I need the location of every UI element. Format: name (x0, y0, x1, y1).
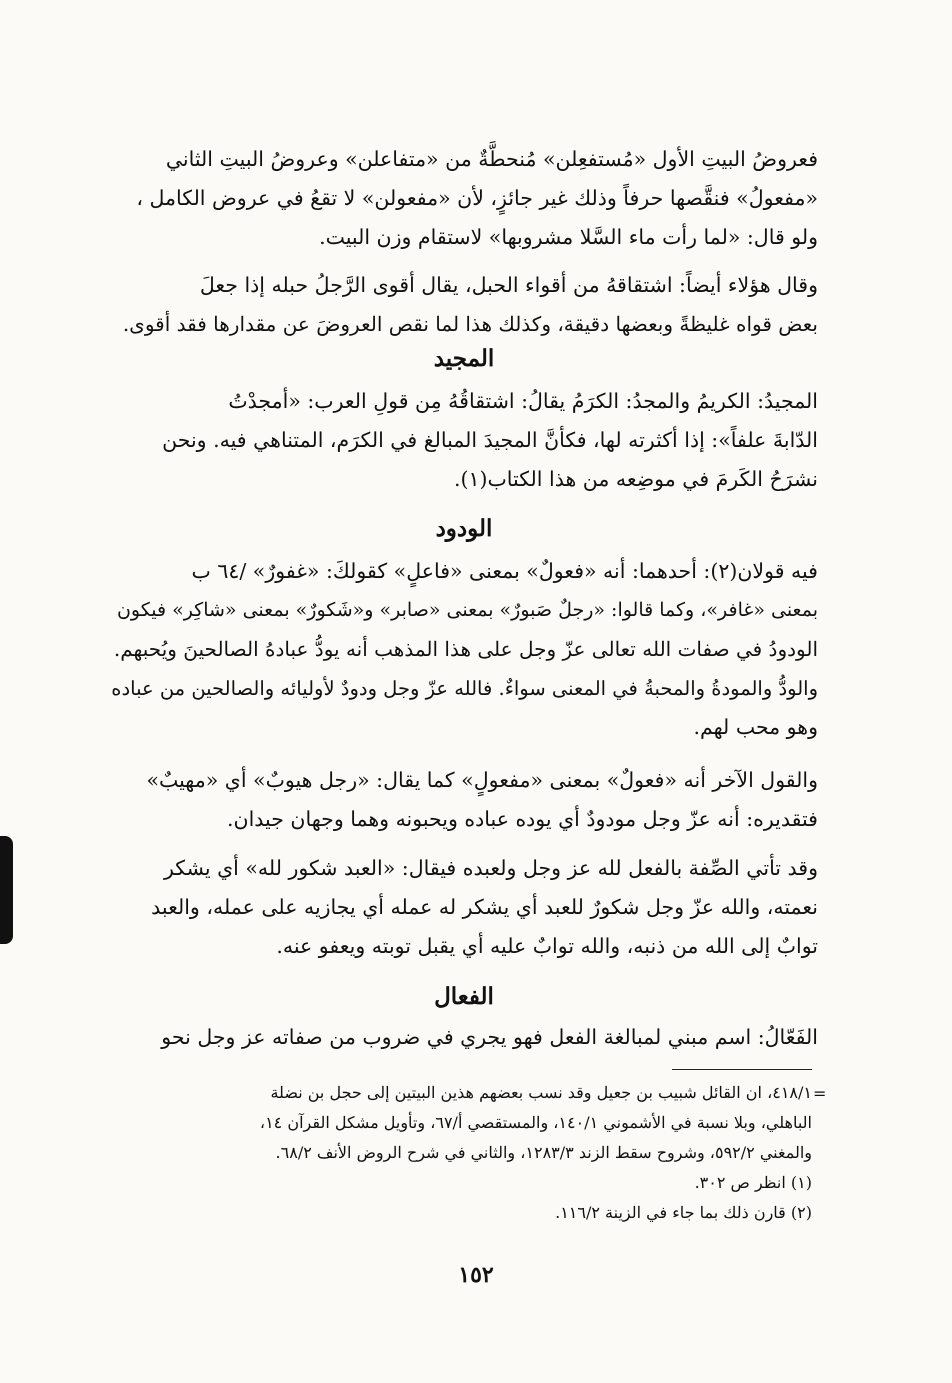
section-heading-faal: الفعال (434, 983, 494, 1010)
paragraph-wadud-second (110, 761, 818, 839)
text-line: فيه قولان(٢): أحدهما: أنه «فعولٌ» بمعنى «فاعلٍ» كقولكَ: «غفورٌ» /٦٤ ب (191, 559, 818, 583)
text-line: فتقديره: أنه عزّ وجل مودودٌ أي يوده عباده ويحبونه وهما وجهان جيدان. (227, 807, 818, 831)
footnote-item: (١) انظر ص ٣٠٢. (694, 1173, 812, 1192)
paragraph-iqwa (110, 266, 818, 344)
text-line: الدّابةَ علفاً»: إذا أكثرته لها، فكأنَّ المجيدَ المبالغ في الكرَم، المتناهي فيه. ونحن (162, 428, 818, 452)
footnote-continuation (110, 1078, 812, 1168)
text-line: توابٌ إلى الله من ذنبه، والله توابٌ عليه أي يقبل توبته ويعفو عنه. (276, 934, 818, 958)
footnote-divider (672, 1069, 812, 1070)
paragraph-majid (110, 382, 818, 499)
paragraph-wadud-first (110, 552, 818, 747)
binding-edge-shadow (0, 836, 13, 944)
text-line: المجيدُ: الكريمُ والمجدُ: الكرَمُ يقالُ: اشتقاقُهُ مِن قولِ العرب: «أمجدْتُ (228, 389, 818, 413)
text-line: ولو قال: «لما رأت ماء السَّلا مشروبها» لاستقام وزن البيت. (319, 225, 818, 249)
text-line: والودُّ والمودةُ والمحبةُ في المعنى سواءٌ. فالله عزّ وجل ودودٌ لأوليائه والصالحين من عباده (111, 677, 818, 700)
text-line: بعض قواه غليظةً وبعضها دقيقة، وكذلك هذا لما نقص العروضَ عن مقدارها فقد أقوى. (122, 312, 818, 336)
paragraph-shakur (110, 849, 818, 966)
paragraph-faal (110, 1018, 818, 1057)
footnote-line: والمغني ٥٩٢/٢، وشروح سقط الزند ١٢٨٣/٣، والثاني في شرح الروض الأنف ٦٨/٢. (275, 1143, 812, 1162)
text-line: بمعنى «غافر»، وكما قالوا: «رجلٌ صَبورٌ» بمعنى «صابر» و«شَكورٌ» بمعنى «شاكِر» فيكون (116, 599, 818, 621)
page-number: ١٥٢ (458, 1262, 494, 1288)
text-line: وقال هؤلاء أيضاً: اشتقاقهُ من أقواء الحبل، يقال أقوى الرَّجلُ حبله إذا جعلَ (199, 273, 818, 297)
text-line: الفَعّالُ: اسم مبني لمبالغة الفعل فهو يجري في ضروب من صفاته عز وجل نحو (161, 1025, 818, 1049)
section-heading-wadud: الودود (435, 515, 493, 542)
text-line: وهو محب لهم. (693, 715, 818, 739)
text-line: الودودُ في صفات الله تعالى عزّ وجل على هذا المذهب أنه يودُّ عبادهُ الصالحينَ ويُحبهم. (113, 637, 818, 661)
text-line: نشرَحُ الكَرمَ في موضِعه من هذا الكتاب(١). (453, 467, 818, 491)
section-heading-majid: المجيد (433, 345, 495, 372)
text-line: وقد تأتي الصِّفة بالفعل لله عز وجل ولعبده فيقال: «العبد شكور لله» أي يشكر (163, 856, 818, 880)
text-line: فعروضُ البيتِ الأول «مُستفعِلن» مُنحطَّةٌ من «متفاعلن» وعروضُ البيتِ الثاني (165, 147, 818, 171)
footnotes-list (110, 1168, 812, 1228)
text-line: «مفعولُ» فنقَّصها حرفاً وذلك غير جائزٍ، لأن «مفعولن» لا تقعُ في عروض الكامل ، (136, 186, 818, 210)
footnote-line: الباهلي، وبلا نسبة في الأشموني ١٤٠/١، والمستقصي أ/٦٧، وتأويل مشكل القرآن ١٤، (259, 1113, 812, 1132)
paragraph-arud (110, 140, 818, 257)
footnote-item: (٢) قارن ذلك بما جاء في الزينة ١١٦/٢. (555, 1203, 812, 1222)
text-line: نعمته، والله عزّ وجل شكورٌ للعبد أي يشكر له عمله أي يجازيه على عمله، والعبد (151, 895, 818, 919)
text-line: والقول الآخر أنه «فعولٌ» بمعنى «مفعولٍ» كما يقال: «رجل هيوبٌ» أي «مهيبٌ» (146, 768, 818, 792)
footnote-line: ٤١٨/١، ان القائل شبيب بن جعيل وقد نسب بعضهم هذين البيتين إلى حجل بن نضلة (270, 1083, 812, 1102)
footnote-continuation-mark: = (813, 1084, 827, 1103)
